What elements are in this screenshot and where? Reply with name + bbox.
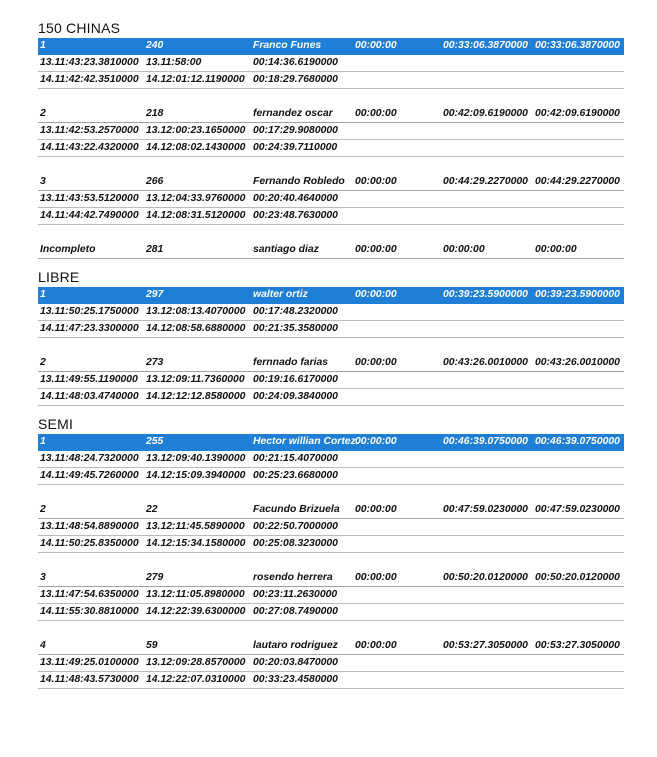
total-time-cell: 00:53:27.3050000 [535,640,620,651]
race-time-cell: 00:47:59.0230000 [443,504,528,515]
lap-time-cell: 00:33:23.4580000 [253,674,338,685]
lap-start-cell: 13.11:50:25.1750000 [40,306,139,317]
start-time-cell: 00:00:00 [355,572,397,583]
entry-spacer [38,225,624,242]
start-time-cell: 00:00:00 [355,244,397,255]
split-row [38,389,624,406]
lap-start-cell: 13.11:49:25.0100000 [40,657,139,668]
position-cell: 1 [40,436,46,447]
total-time-cell: 00:00:00 [535,244,577,255]
lap-time-cell: 00:17:29.9080000 [253,125,338,136]
bib-number-cell: 240 [146,40,164,51]
lap-end-cell: 14.12:15:09.3940000 [146,470,246,481]
lap-start-cell: 14.11:48:03.4740000 [40,391,139,402]
lap-start-cell: 13.11:43:23.3810000 [40,57,139,68]
lap-end-cell: 13.12:11:05.8980000 [146,589,245,600]
entry-spacer [38,485,624,502]
lap-time-cell: 00:18:29.7680000 [253,74,338,85]
section-spacer [38,259,624,267]
lap-end-cell: 14.12:08:02.1430000 [146,142,246,153]
winner-row [38,434,624,451]
start-time-cell: 00:00:00 [355,108,397,119]
result-row [38,502,624,519]
lap-end-cell: 14.12:22:07.0310000 [146,674,246,685]
race-time-cell: 00:00:00 [443,244,485,255]
lap-start-cell: 14.11:42:42.3510000 [40,74,139,85]
result-row [38,355,624,372]
rider-name-cell: Fernando Robledo [253,176,345,187]
split-row [38,604,624,621]
result-row [38,106,624,123]
section-spacer [38,406,624,414]
winner-row [38,287,624,304]
winner-row [38,38,624,55]
total-time-cell: 00:46:39.0750000 [535,436,620,447]
lap-time-cell: 00:20:03.8470000 [253,657,338,668]
total-time-cell: 00:39:23.5900000 [535,289,620,300]
rider-name-cell: walter ortiz [253,289,308,300]
total-time-cell: 00:42:09.6190000 [535,108,620,119]
start-time-cell: 00:00:00 [355,289,397,300]
split-row [38,672,624,689]
lap-end-cell: 13.12:09:11.7360000 [146,374,245,385]
race-time-cell: 00:39:23.5900000 [443,289,528,300]
split-row [38,519,624,536]
rider-name-cell: rosendo herrera [253,572,333,583]
lap-start-cell: 14.11:55:30.8810000 [40,606,139,617]
start-time-cell: 00:00:00 [355,436,397,447]
lap-end-cell: 13.12:11:45.5890000 [146,521,245,532]
race-time-cell: 00:53:27.3050000 [443,640,528,651]
lap-time-cell: 00:19:16.6170000 [253,374,338,385]
race-time-cell: 00:33:06.3870000 [443,40,528,51]
rider-name-cell: lautaro rodriguez [253,640,338,651]
lap-end-cell: 13.12:08:13.4070000 [146,306,246,317]
entry-spacer [38,621,624,638]
lap-start-cell: 14.11:48:43.5730000 [40,674,139,685]
lap-time-cell: 00:14:36.6190000 [253,57,338,68]
lap-start-cell: 13.11:48:24.7320000 [40,453,139,464]
bib-number-cell: 273 [146,357,164,368]
position-cell: 1 [40,40,46,51]
split-row [38,655,624,672]
split-row [38,372,624,389]
bib-number-cell: 297 [146,289,164,300]
section-title: 150 CHINAS [38,20,121,36]
start-time-cell: 00:00:00 [355,504,397,515]
lap-start-cell: 14.11:47:23.3300000 [40,323,139,334]
lap-end-cell: 14.12:01:12.1190000 [146,74,245,85]
position-cell: 3 [40,176,46,187]
position-cell: Incompleto [40,244,96,255]
lap-end-cell: 14.12:08:58.6880000 [146,323,246,334]
rider-name-cell: Facundo Brizuela [253,504,340,515]
start-time-cell: 00:00:00 [355,357,397,368]
total-time-cell: 00:43:26.0010000 [535,357,620,368]
rider-name-cell: fernnado farias [253,357,329,368]
split-row [38,55,624,72]
result-row [38,570,624,587]
rider-name-cell: fernandez oscar [253,108,333,119]
lap-time-cell: 00:20:40.4640000 [253,193,338,204]
race-time-cell: 00:50:20.0120000 [443,572,528,583]
lap-end-cell: 14.12:08:31.5120000 [146,210,246,221]
lap-start-cell: 14.11:44:42.7490000 [40,210,139,221]
total-time-cell: 00:44:29.2270000 [535,176,620,187]
entry-spacer [38,89,624,106]
split-row [38,191,624,208]
split-row [38,140,624,157]
bib-number-cell: 59 [146,640,158,651]
position-cell: 2 [40,504,46,515]
lap-start-cell: 13.11:42:53.2570000 [40,125,139,136]
bib-number-cell: 218 [146,108,164,119]
rider-name-cell: Hector willian Cortez [253,436,356,447]
bib-number-cell: 281 [146,244,164,255]
lap-time-cell: 00:24:39.7110000 [253,142,338,153]
lap-time-cell: 00:25:23.6680000 [253,470,338,481]
result-row [38,174,624,191]
race-time-cell: 00:44:29.2270000 [443,176,528,187]
section-title: SEMI [38,416,74,432]
lap-end-cell: 14.12:15:34.1580000 [146,538,246,549]
bib-number-cell: 266 [146,176,164,187]
rider-name-cell: santiago diaz [253,244,319,255]
lap-time-cell: 00:22:50.7000000 [253,521,338,532]
lap-start-cell: 14.11:49:45.7260000 [40,470,139,481]
split-row [38,587,624,604]
start-time-cell: 00:00:00 [355,40,397,51]
lap-time-cell: 00:27:08.7490000 [253,606,338,617]
result-row [38,242,624,259]
lap-end-cell: 13.12:09:40.1390000 [146,453,246,464]
lap-start-cell: 14.11:43:22.4320000 [40,142,139,153]
lap-end-cell: 14.12:12:12.8580000 [146,391,246,402]
entry-spacer [38,157,624,174]
bib-number-cell: 255 [146,436,164,447]
race-time-cell: 00:46:39.0750000 [443,436,528,447]
race-time-cell: 00:43:26.0010000 [443,357,528,368]
lap-time-cell: 00:24:09.3840000 [253,391,338,402]
results-page [38,18,624,689]
split-row [38,72,624,89]
bib-number-cell: 22 [146,504,158,515]
total-time-cell: 00:33:06.3870000 [535,40,620,51]
split-row [38,468,624,485]
position-cell: 4 [40,640,46,651]
split-row [38,304,624,321]
split-row [38,451,624,468]
start-time-cell: 00:00:00 [355,176,397,187]
split-row [38,321,624,338]
position-cell: 2 [40,357,46,368]
lap-start-cell: 13.11:47:54.6350000 [40,589,139,600]
split-row [38,536,624,553]
lap-end-cell: 13.11:58:00 [146,57,202,68]
lap-start-cell: 13.11:48:54.8890000 [40,521,139,532]
lap-time-cell: 00:23:48.7630000 [253,210,338,221]
lap-time-cell: 00:21:15.4070000 [253,453,338,464]
section-title: LIBRE [38,269,80,285]
entry-spacer [38,338,624,355]
position-cell: 3 [40,572,46,583]
lap-time-cell: 00:23:11.2630000 [253,589,338,600]
lap-time-cell: 00:21:35.3580000 [253,323,338,334]
lap-end-cell: 13.12:09:28.8570000 [146,657,246,668]
entry-spacer [38,553,624,570]
rider-name-cell: Franco Funes [253,40,322,51]
start-time-cell: 00:00:00 [355,640,397,651]
lap-start-cell: 13.11:43:53.5120000 [40,193,139,204]
lap-start-cell: 13.11:49:55.1190000 [40,374,138,385]
lap-end-cell: 13.12:00:23.1650000 [146,125,246,136]
split-row [38,208,624,225]
lap-end-cell: 13.12:04:33.9760000 [146,193,246,204]
lap-end-cell: 14.12:22:39.6300000 [146,606,246,617]
lap-time-cell: 00:17:48.2320000 [253,306,338,317]
split-row [38,123,624,140]
lap-time-cell: 00:25:08.3230000 [253,538,338,549]
position-cell: 1 [40,289,46,300]
result-row [38,638,624,655]
lap-start-cell: 14.11:50:25.8350000 [40,538,139,549]
bib-number-cell: 279 [146,572,164,583]
total-time-cell: 00:47:59.0230000 [535,504,620,515]
race-time-cell: 00:42:09.6190000 [443,108,528,119]
position-cell: 2 [40,108,46,119]
total-time-cell: 00:50:20.0120000 [535,572,620,583]
